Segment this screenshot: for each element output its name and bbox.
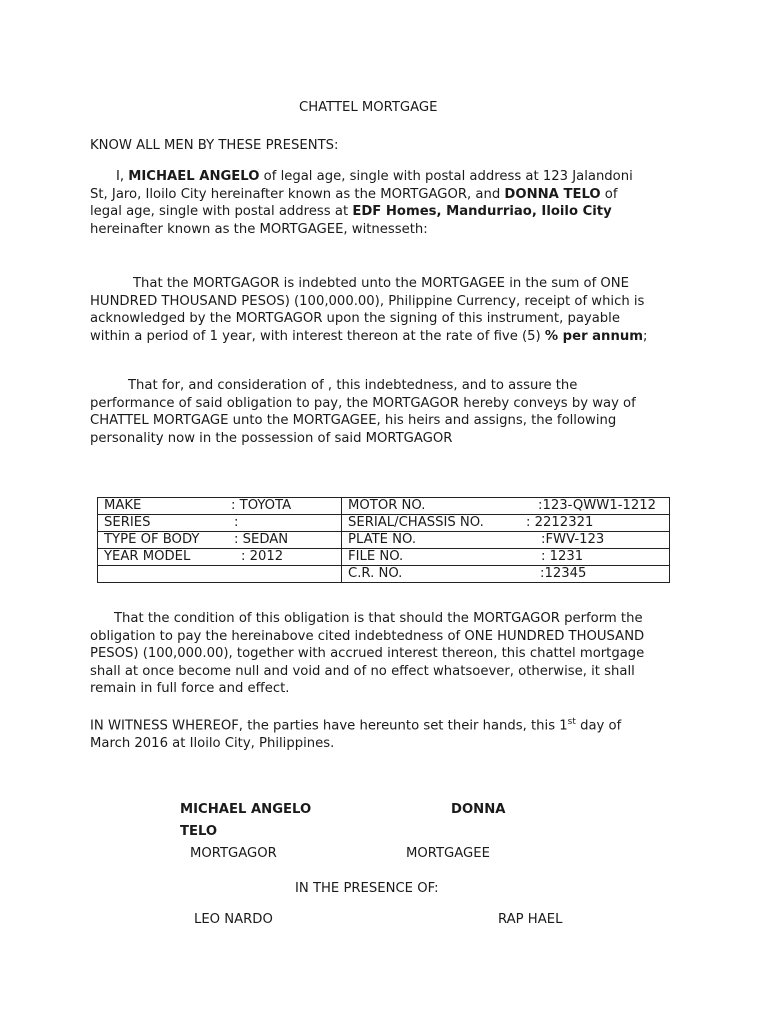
signature-mortgagee-last: TELO [180,824,218,839]
know-all-heading: KNOW ALL MEN BY THESE PRESENTS: [90,138,339,153]
table-row [98,498,670,515]
text: That the MORTGAGOR is indebted unto the MORTGAGEE in the sum of ONE HUNDRED THOUSAND PESOS) (100,000.00), Philippine Currency, receipt of which is acknowledged by the MORTGAGOR upon the signing of this instrument, payable within a period of 1 year, with interest thereon at the rate of five (5) [90,276,645,344]
vehicle-table [97,497,670,583]
mortgagee-name: DONNA TELO [504,186,601,202]
witness-two: RAP HAEL [498,912,563,927]
text: ; [642,328,648,344]
table-cell-right [342,515,670,532]
conveyance-paragraph: That for, and consideration of , this indebtedness, and to assure the performance of said obligation to pay, the MORTGAGOR hereby conveys by way of CHATTEL MORTGAGE unto the MORTGAGEE, his heirs and assigns, the following personality now in the possession of said MORTGAGOR [90,378,636,446]
document-title: CHATTEL MORTGAGE [299,100,438,115]
mortgagor-role: MORTGAGOR [190,846,277,861]
text: of legal age, single with postal address at 123 Jalandoni St, Jaro, Iloilo City hereinafter known as the MORTGAGOR, and [90,169,633,202]
text: day of March 2016 at Iloilo City, Philippines. [90,718,622,751]
field-value: : TOYOTA [231,498,292,513]
field-label: C.R. NO. [348,566,403,581]
field-label: MAKE [104,498,142,513]
presence-heading: IN THE PRESENCE OF: [295,881,439,896]
table-row [98,549,670,566]
interest-rate: % per annum [544,328,643,344]
superscript: st [567,717,576,727]
table-cell-right [342,566,670,583]
field-value: : [234,515,239,530]
field-label: SERIES [104,515,151,530]
table-cell-left [98,498,342,515]
table-cell-right [342,549,670,566]
table-cell-left [98,549,342,566]
signature-mortgagee-first: DONNA [451,802,506,817]
field-value: : 2012 [241,549,284,564]
field-value: : 2212321 [526,515,594,530]
parties-paragraph [90,168,650,238]
table-cell-right [342,532,670,549]
witness-one: LEO NARDO [194,912,273,927]
text: I, [116,169,129,184]
field-value: :12345 [540,566,587,581]
field-label: YEAR MODEL [104,549,191,564]
text: hereinafter known as the MORTGAGEE, witnesseth: [90,221,428,237]
text: IN WITNESS WHEREOF, the parties have hereunto set their hands, this 1 [90,718,568,734]
table-cell-left [98,515,342,532]
table-row [98,532,670,549]
signature-mortgagor-name: MICHAEL ANGELO [180,802,312,817]
text: of legal age, single with postal address at [90,186,618,220]
witness-paragraph [90,714,650,753]
table-row [98,515,670,532]
field-label: PLATE NO. [348,532,417,547]
field-value: :123-QWW1-1212 [538,498,657,513]
indebtedness-paragraph [90,275,650,345]
mortgagee-role: MORTGAGEE [406,846,490,861]
field-label: SERIAL/CHASSIS NO. [348,515,484,530]
field-value: : 1231 [541,549,584,564]
condition-paragraph: That the condition of this obligation is that should the MORTGAGOR perform the obligation to pay the hereinabove cited indebtedness of ONE HUNDRED THOUSAND PESOS) (100,000.00), together with accrued interest thereon, this chattel mortgage shall at once become null and void and of no effect whatsoever, otherwise, it shall remain in full force and effect. [90,611,645,697]
mortgagee-address: EDF Homes, Mandurriao, Iloilo City [352,204,612,220]
table-row [98,566,670,583]
field-value: : SEDAN [234,532,289,547]
field-value: :FWV-123 [541,532,605,547]
table-cell-left [98,566,342,583]
table-cell-left [98,532,342,549]
mortgagor-name: MICHAEL ANGELO [128,169,260,184]
field-label: TYPE OF BODY [104,532,200,547]
field-label: FILE NO. [348,549,404,564]
table-cell-right [342,498,670,515]
field-label: MOTOR NO. [348,498,426,513]
